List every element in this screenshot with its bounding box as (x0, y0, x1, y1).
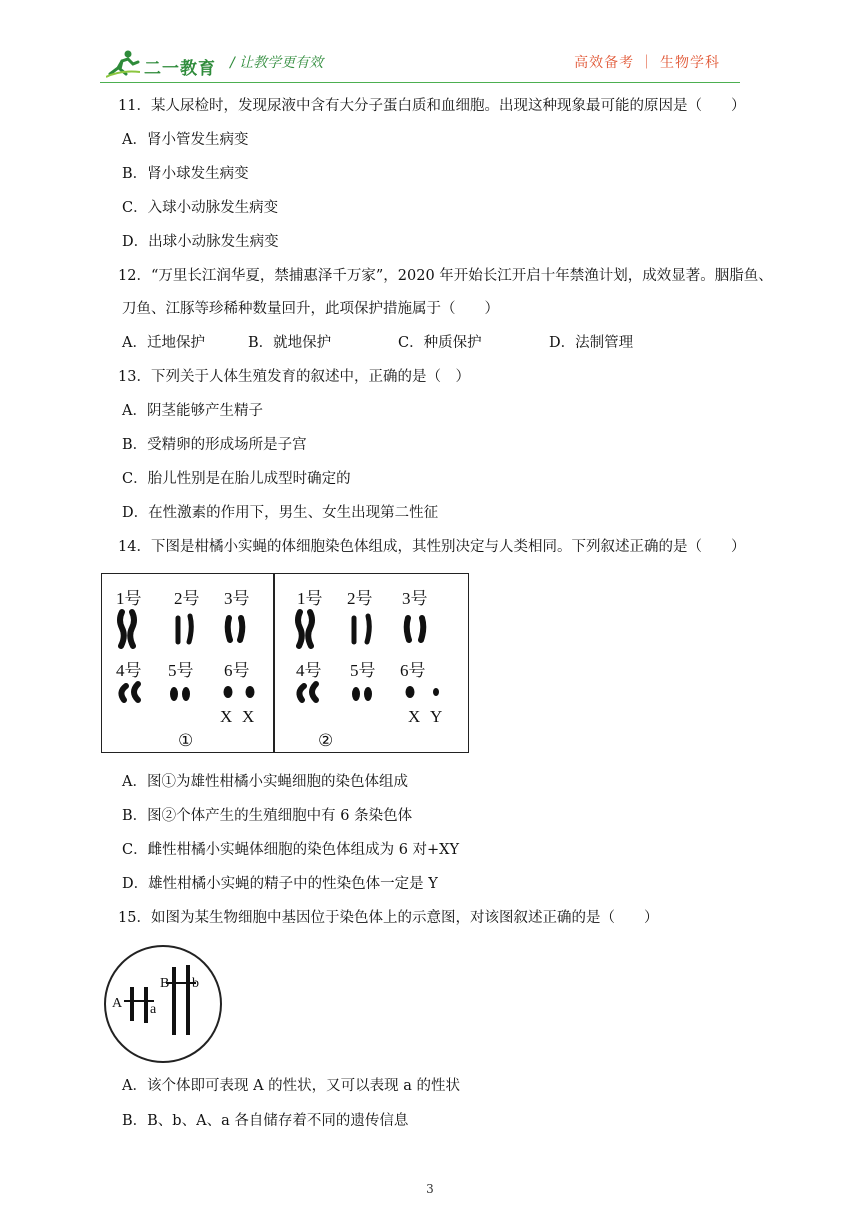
panel-1-label-5: 5号 (168, 661, 194, 680)
runner-icon (106, 50, 140, 78)
panel-2-sex-chr-2: Y (430, 707, 443, 726)
question-12-option-c: C．种质保护 (398, 335, 482, 351)
question-11-option-a: A．肾小管发生病变 (122, 132, 249, 148)
question-13-stem: 13．下列关于人体生殖发育的叙述中，正确的是（ ） (118, 369, 470, 385)
question-14-stem: 14．下图是柑橘小实蝇的体细胞染色体组成，其性别决定与人类相同。下列叙述正确的是（ ） (118, 539, 746, 555)
panel-2-label-6: 6号 (400, 661, 426, 680)
question-14-option-c: C．雌性柑橘小实蝇体细胞的染色体组成为 6 对+XY (122, 842, 460, 858)
question-11-option-d: D．出球小动脉发生病变 (122, 234, 279, 250)
panel-1-label-6: 6号 (224, 661, 250, 680)
panel-2-sex-chr-1: X (408, 707, 421, 726)
question-11-stem: 11．某人尿检时，发现尿液中含有大分子蛋白质和血细胞。出现这种现象最可能的原因是（ ） (118, 98, 746, 114)
question-14-option-d: D．雄性柑橘小实蝇的精子中的性染色体一定是 Y (122, 876, 438, 892)
page-number: 3 (426, 1182, 434, 1196)
panel-divider (273, 574, 275, 752)
panel-1-caption: ① (178, 731, 194, 750)
logo-text: 二一教育 (144, 59, 216, 79)
gene-label-A: A (112, 996, 123, 1011)
question-12-option-a: A．迁地保护 (122, 335, 205, 351)
question-12-stem-line-2: 刀鱼、江豚等珍稀种数量回升，此项保护措施属于（ ） (122, 301, 499, 317)
question-12-stem-line-1: 12．“万里长江润华夏，禁捕惠泽千万家”，2020 年开始长江开启十年禁渔计划，成效显著。胭脂鱼、 (118, 268, 773, 284)
panel-1-label-2: 2号 (174, 589, 200, 608)
panel-2-label-5: 5号 (350, 661, 376, 680)
gene-label-a: a (150, 1002, 157, 1017)
karyotype-figure (101, 573, 469, 753)
panel-1-sex-chr-2: X (242, 707, 255, 726)
question-14-option-b: B．图②个体产生的生殖细胞中有 6 条染色体 (122, 808, 413, 824)
panel-2-label-3: 3号 (402, 589, 428, 608)
header-slogan: / 让教学更有效 (230, 55, 324, 71)
question-13-option-b: B．受精卵的形成场所是子宫 (122, 437, 307, 453)
question-13-option-a: A．阴茎能够产生精子 (122, 403, 263, 419)
page-header (100, 44, 740, 84)
panel-1-label-1: 1号 (116, 589, 142, 608)
panel-1-label-4: 4号 (116, 661, 142, 680)
karyotype-drawing (102, 574, 468, 752)
panel-2-caption: ② (318, 731, 334, 750)
header-divider (100, 82, 740, 83)
question-14-option-a: A．图①为雄性柑橘小实蝇细胞的染色体组成 (122, 774, 408, 790)
question-13-option-d: D．在性激素的作用下，男生、女生出现第二性征 (122, 505, 439, 521)
gene-chromosome-figure (102, 943, 224, 1065)
question-15-stem: 15．如图为某生物细胞中基因位于染色体上的示意图，对该图叙述正确的是（ ） (118, 910, 659, 926)
question-15-option-b: B．B、b、A、a 各自储存着不同的遗传信息 (122, 1113, 409, 1129)
gene-chromosome-drawing (102, 943, 224, 1065)
panel-2-label-1: 1号 (297, 589, 323, 608)
question-11-option-c: C．入球小动脉发生病变 (122, 200, 279, 216)
panel-2-label-4: 4号 (296, 661, 322, 680)
panel-1-sex-chr-1: X (220, 707, 233, 726)
question-12-option-d: D．法制管理 (549, 335, 634, 351)
karyotype-panel-2 (296, 589, 442, 750)
panel-2-label-2: 2号 (347, 589, 373, 608)
question-11-option-b: B．肾小球发生病变 (122, 166, 249, 182)
question-12-option-b: B．就地保护 (248, 335, 332, 351)
question-15-option-a: A．该个体即可表现 A 的性状，又可以表现 a 的性状 (122, 1078, 461, 1094)
gene-label-B: B (160, 976, 170, 991)
karyotype-panel-1 (116, 589, 255, 750)
panel-1-label-3: 3号 (224, 589, 250, 608)
gene-label-b: b (192, 976, 199, 991)
question-13-option-c: C．胎儿性别是在胎儿成型时确定的 (122, 471, 351, 487)
header-subject: 高效备考 ｜ 生物学科 (574, 55, 720, 71)
